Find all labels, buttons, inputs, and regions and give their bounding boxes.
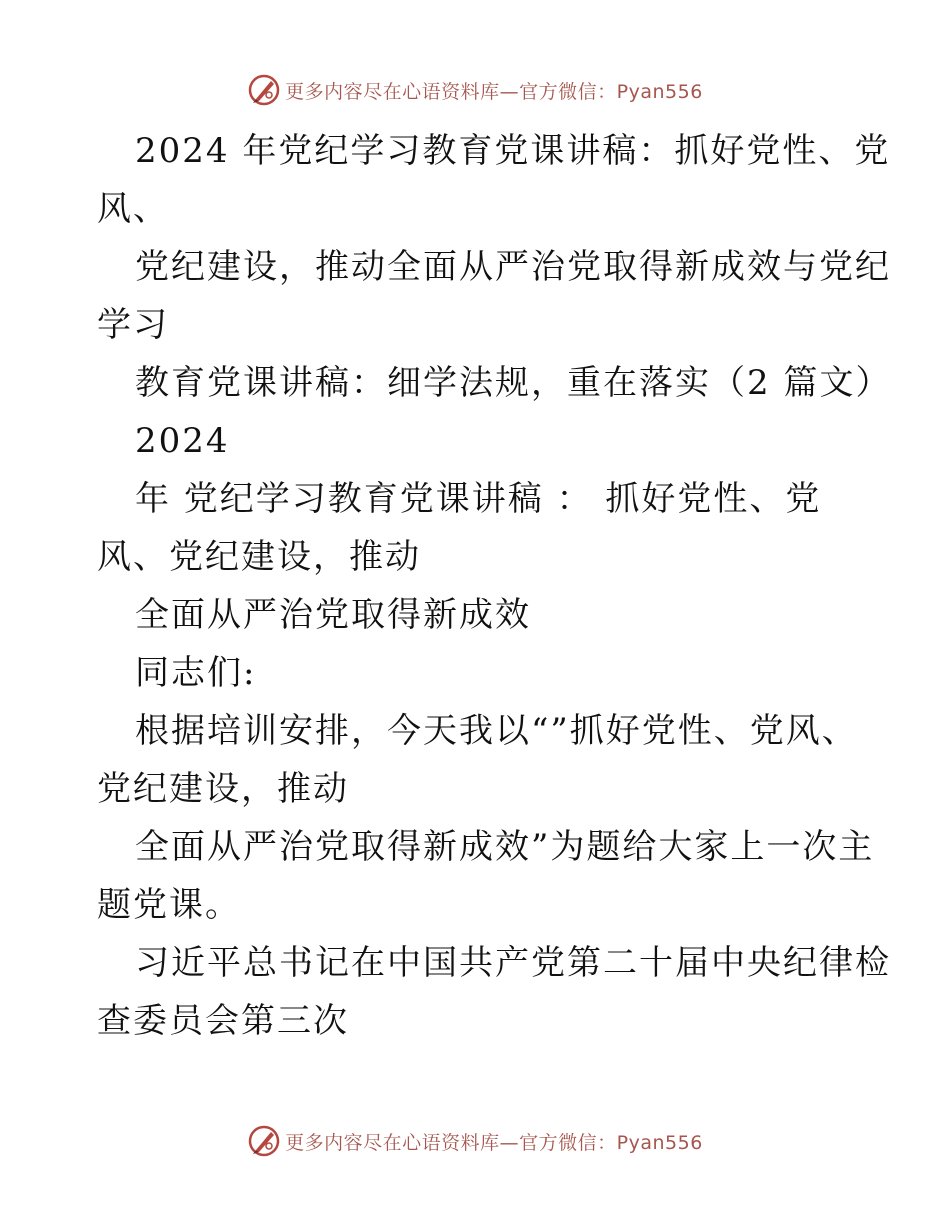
quill-pen-logo-icon [247, 73, 281, 107]
body-line-10: 同志们: [135, 653, 257, 693]
body-line-15: 习近平总书记在中国共产党第二十届中央纪律检 [135, 943, 891, 983]
body-line-12: 党纪建设，推动 [97, 769, 349, 809]
body-line-2: 风、 [97, 189, 169, 229]
body-line-16: 查委员会第三次 [97, 1001, 349, 1041]
body-line-14: 题党课。 [97, 885, 241, 925]
document-body [97, 122, 892, 1050]
header-banner [0, 70, 950, 110]
header-banner-text: 更多内容尽在心语资料库—官方微信：Pyan556 [285, 80, 703, 103]
body-line-9: 全面从严治党取得新成效 [135, 595, 531, 635]
body-line-7: 年 党纪学习教育党课讲稿 ： 抓好党性、党 [135, 479, 822, 519]
quill-pen-logo-icon [247, 1124, 281, 1158]
body-line-11: 根据培训安排，今天我以“”抓好党性、党风、 [135, 711, 858, 751]
footer-banner [0, 1121, 950, 1161]
body-line-4: 学习 [97, 305, 169, 345]
footer-banner-text: 更多内容尽在心语资料库—官方微信：Pyan556 [285, 1131, 703, 1154]
body-line-1: 2024 年党纪学习教育党课讲稿：抓好党性、党 [135, 131, 891, 171]
body-line-13: 全面从严治党取得新成效”为题给大家上一次主 [135, 827, 875, 867]
body-line-8: 风、党纪建设，推动 [97, 537, 421, 577]
body-line-6: 2024 [135, 421, 230, 461]
body-line-3: 党纪建设，推动全面从严治党取得新成效与党纪 [135, 247, 891, 287]
body-line-5: 教育党课讲稿：细学法规，重在落实（2 篇文） [135, 363, 892, 403]
